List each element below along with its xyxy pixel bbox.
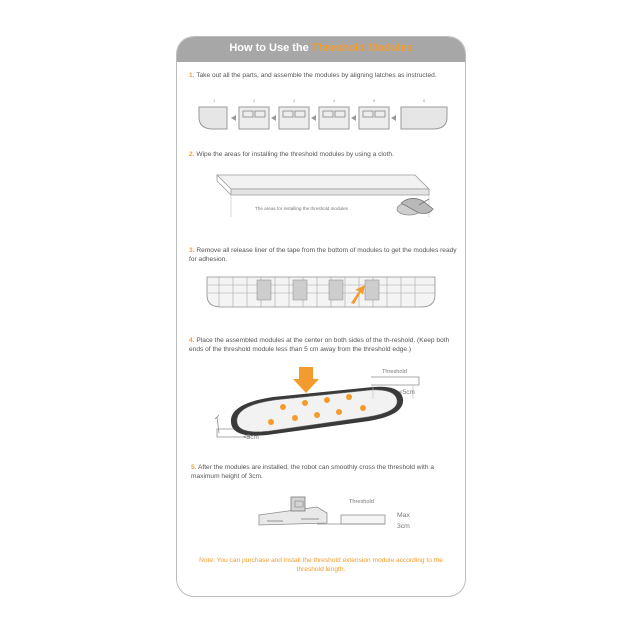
step-4 (189, 337, 459, 354)
step-2-text: Wipe the areas for installing the threshold modules by using a cloth. (196, 151, 394, 158)
card-title (177, 42, 465, 54)
title-highlight: Threshold Modules (311, 42, 413, 54)
press-down-arrow-icon (293, 367, 319, 393)
step-5-max-label: Max (397, 512, 410, 519)
step-5 (191, 464, 459, 481)
step-1-label-2: 2 (253, 98, 256, 103)
step-2-number: 2. (189, 151, 195, 158)
step-2-wipe-figure (197, 165, 449, 223)
step-5-number: 5. (191, 464, 197, 471)
step-3-number: 3. (189, 247, 195, 254)
step-3 (189, 247, 459, 264)
hand-cloth-icon (397, 198, 433, 215)
instruction-card (176, 36, 466, 597)
step-1-label-3: 3 (293, 98, 296, 103)
step-1-number: 1. (189, 72, 195, 79)
step-1-label-6: 6 (423, 98, 426, 103)
step-2 (189, 151, 455, 160)
step-4-threshold-label: Threshold (382, 369, 407, 375)
step-1-label-4: 4 (333, 98, 336, 103)
note-text: Note: You can purchase and install the threshold extension module according to the threshold length. (199, 557, 443, 573)
step-1 (189, 72, 455, 81)
step-1-label-5: 5 (373, 98, 376, 103)
step-2-caption: The areas for installing the threshold modules (255, 206, 348, 211)
step-5-threshold-label: Threshold (349, 499, 374, 505)
card-header (177, 37, 465, 62)
step-1-label-1: 1 (213, 98, 216, 103)
title-prefix: How to Use the (229, 42, 309, 54)
step-4-text: Place the assembled modules at the center on both sides of the th-reshold. (Keep both ends of the threshold module less than 5 cm away from the threshold edge.) (189, 337, 450, 353)
step-4-distance-right: <5cm (399, 389, 415, 396)
step-4-number: 4. (189, 337, 195, 344)
step-5-text: After the modules are installed, the robot can smoothly cross the threshold with a maximum height of 3cm. (191, 464, 435, 480)
step-1-assembly-figure (195, 95, 451, 133)
step-5-height-label: 3cm (397, 523, 410, 530)
step-3-liner-figure (205, 271, 437, 311)
step-3-text: Remove all release liner of the tape from the bottom of modules to get the modules ready for adhesion. (189, 247, 457, 263)
step-1-text: Take out all the parts, and assemble the modules by aligning latches as instructed. (196, 72, 437, 79)
step-4-distance-left: <5cm (243, 434, 259, 441)
step-5-robot-figure (257, 493, 397, 535)
